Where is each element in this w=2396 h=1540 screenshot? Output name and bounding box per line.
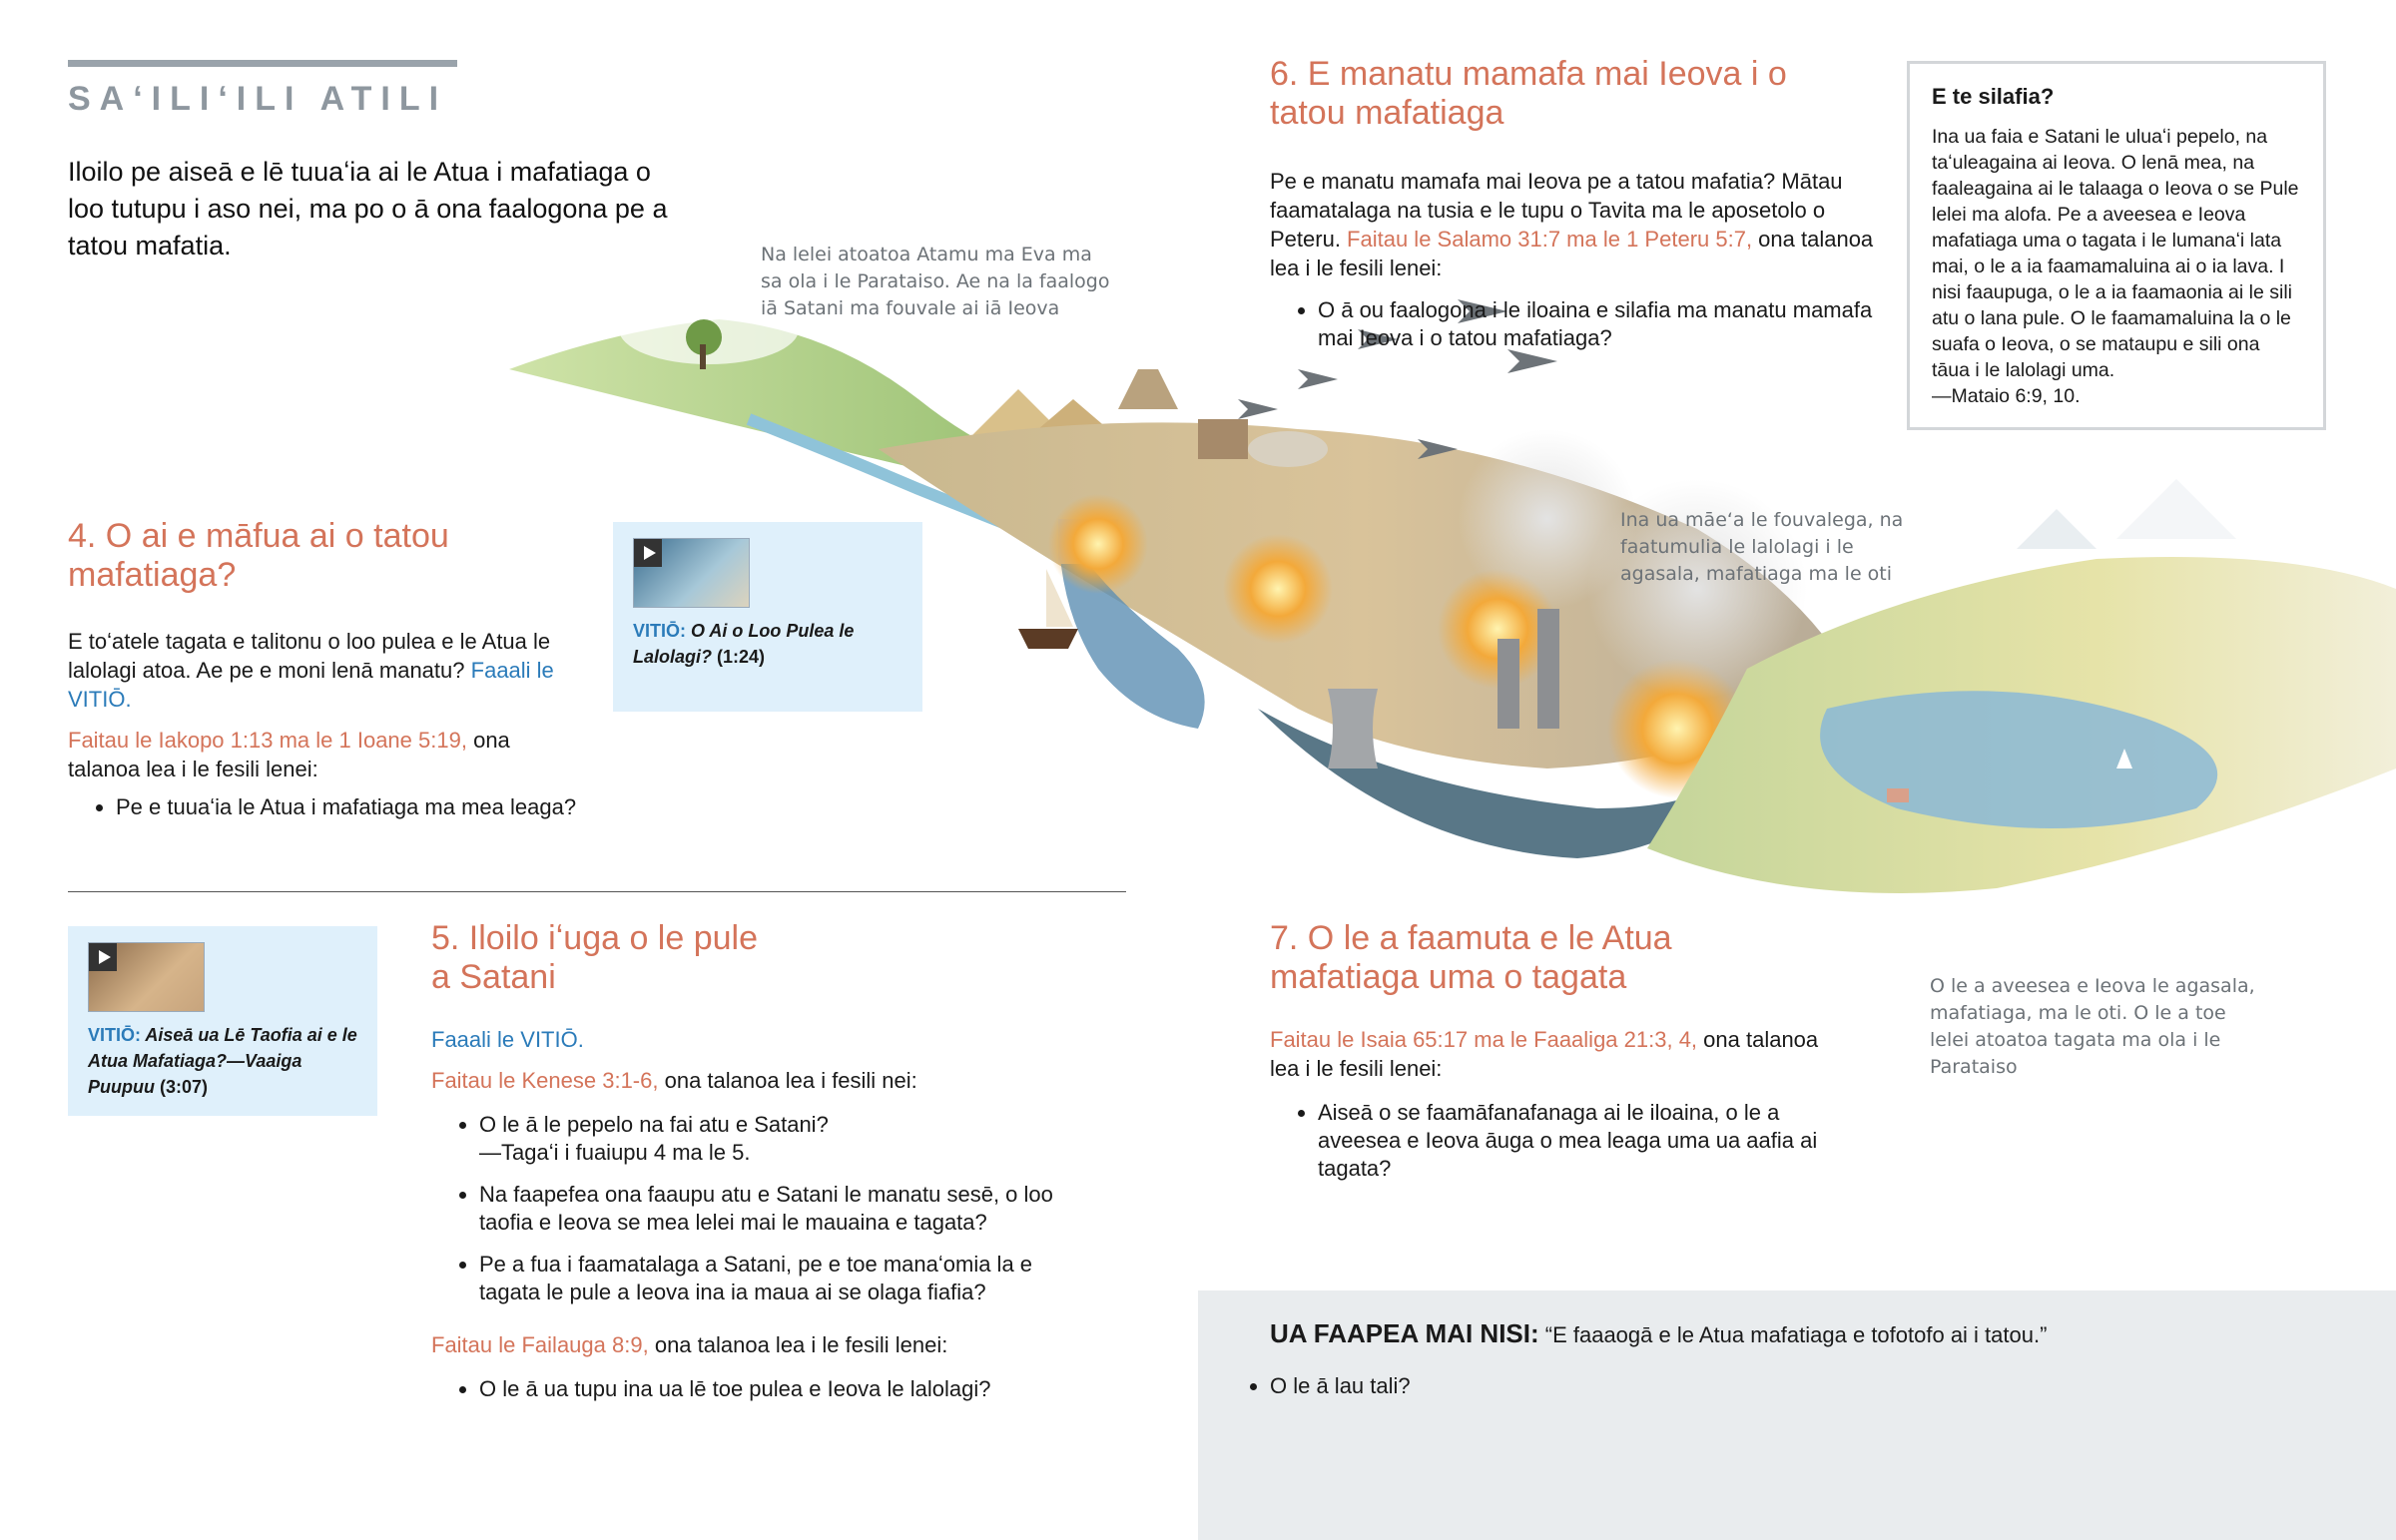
caption-rebellion: Ina ua māeʻa le fouvalega, na faatumulia le lalolagi i le agasala, mafatiaga ma le oti xyxy=(1620,509,1904,585)
section-6-reading-after: ona talanoa lea i le fesili lenei: xyxy=(1270,227,1874,280)
some-people-say-questions xyxy=(1222,1372,1411,1414)
section-5-video-caption xyxy=(88,1022,362,1100)
section-5-reading-after-2: ona talanoa lea i le fesili lenei: xyxy=(654,1332,948,1357)
question-item: • Na faapefea ona faaupu atu e Satani le manatu sesē, o loo taofia e Ieova se mea lelei mai le mauaina e tagata? xyxy=(479,1181,1070,1237)
question-item: • O le ā le pepelo na fai atu e Satani? —Tagaʻi i fuaiupu 4 ma le 5. xyxy=(479,1111,1070,1167)
section-4-video-box[interactable] xyxy=(613,522,922,712)
video-label: VITIŌ: xyxy=(633,621,686,641)
section-7 xyxy=(1270,919,1839,1197)
section-4-reading-ref[interactable]: Faitau le Iakopo 1:13 ma le 1 Ioane 5:19, xyxy=(68,728,467,753)
section-4 xyxy=(68,517,587,835)
section-5-reading-after-1: ona talanoa lea i fesili nei: xyxy=(664,1068,917,1093)
caption-future: O le a aveesea e Ieova le agasala, mafatiaga, ma le oti. O le a toe lelei atoatoa tagata ma ola i le Parataiso xyxy=(1930,975,2255,1078)
section-7-title: 7. O le a faamuta e le Atua mafatiaga uma o tagata xyxy=(1270,919,1672,996)
question-item: • Pe a fua i faamatalaga a Satani, pe e toe manaʻomia la e tagata le pule a Ieova ina ia maua ai se olaga fiafia? xyxy=(479,1251,1070,1306)
eyebrow-label: SAʻILIʻILI ATILI xyxy=(68,80,448,118)
section-6-reading-ref[interactable]: Faitau le Salamo 31:7 ma le 1 Peteru 5:7, xyxy=(1340,227,1753,252)
section-6-questions xyxy=(1270,296,1879,352)
eyebrow-rule xyxy=(68,60,457,67)
did-you-know-body: Ina ua faia e Satani le uluaʻi pepelo, na taʻuleagaina ai Ieova. O lenā mea, na faaleagaina ai le talaaga o Ieova o se Pule lelei ma alofa. Pe a aveesea e Ieova mafatiaga uma o tagata i le lumanaʻi lata mai, o le a ia faamamaluina ai o ia lava. I nisi faaupuga, o le a ia faamaonia ai le sili atu o lana pule. O le faamamaluina la o le suafa o Ieova, o se mataupu e sili ona tāua i le lalolagi uma. —Mataio 6:9, 10. xyxy=(1932,126,2299,407)
intro-text: Iloilo pe aiseā e lē tuuaʻia ai le Atua i mafatiaga o loo tutupu i aso nei, ma po o ā ona faalogona pe a tatou mafatia. xyxy=(68,157,668,260)
section-7-questions xyxy=(1270,1099,1839,1183)
section-4-reading-after: ona talanoa lea i le fesili lenei: xyxy=(68,728,510,781)
section-4-title: 4. O ai e māfua ai o tatou mafatiaga? xyxy=(68,517,449,594)
section-5-questions-1 xyxy=(431,1111,1070,1306)
video-title: Aiseā ua Lē Taofia ai e le Atua Mafatiaga?—Vaaiga Puupuu xyxy=(88,1025,357,1097)
video-duration: (3:07) xyxy=(160,1077,209,1097)
section-5-questions-2 xyxy=(431,1375,1070,1403)
section-4-video-caption xyxy=(633,618,902,670)
question-item: • O le ā lau tali? xyxy=(1270,1372,1411,1400)
some-people-say-quote: “E faaaogā e le Atua mafatiaga e tofotofo ai i tatou.” xyxy=(1538,1322,2048,1347)
section-5-title: 5. Iloilo iʻuga o le pule a Satani xyxy=(431,919,759,996)
section-4-questions xyxy=(68,793,587,821)
did-you-know-title: E te silafia? xyxy=(1932,84,2055,109)
section-5-play-video-link[interactable]: Faaali le VITIŌ. xyxy=(431,1027,584,1052)
caption-paradise: Na lelei atoatoa Atamu ma Eva ma sa ola i le Parataiso. Ae na la faalogo iā Satani ma fouvale ai iā Ieova xyxy=(761,244,1110,319)
section-6-title: 6. E manatu mamafa mai Ieova i o tatou mafatiaga xyxy=(1270,55,1787,132)
play-icon xyxy=(634,539,662,567)
section-5 xyxy=(431,919,1070,1417)
section-7-reading-after: ona talanoa lea i le fesili lenei: xyxy=(1270,1027,1819,1081)
question-item: • Aiseā o se faamāfanafanaga ai le iloaina, o le a aveesea e Ieova āuga o mea leaga uma ua aafia ai tagata? xyxy=(1318,1099,1839,1183)
question-item: • Pe e tuuaʻia le Atua i mafatiaga ma mea leaga? xyxy=(116,793,587,821)
section-7-reading-ref[interactable]: Faitau le Isaia 65:17 ma le Faaaliga 21:3, 4, xyxy=(1270,1027,1698,1052)
some-people-say-box xyxy=(1198,1290,2396,1540)
section-5-reading-ref-2[interactable]: Faitau le Failauga 8:9, xyxy=(431,1332,649,1357)
did-you-know-box xyxy=(1907,61,2326,430)
video-thumbnail[interactable] xyxy=(88,942,205,1012)
question-item: • O le ā ua tupu ina ua lē toe pulea e Ieova le lalolagi? xyxy=(479,1375,1070,1403)
video-label: VITIŌ: xyxy=(88,1025,141,1045)
section-5-reading-ref-1[interactable]: Faitau le Kenese 3:1-6, xyxy=(431,1068,659,1093)
question-item: • O ā ou faalogona i le iloaina e silafia ma manatu mamafa mai Ieova i o tatou mafatiaga? xyxy=(1318,296,1879,352)
some-people-say-label: UA FAAPEA MAI NISI: xyxy=(1270,1318,1539,1348)
video-title: O Ai o Loo Pulea le Lalolagi? xyxy=(633,621,855,667)
section-6 xyxy=(1270,55,1879,366)
video-duration: (1:24) xyxy=(717,647,766,667)
section-5-video-box[interactable] xyxy=(68,926,377,1116)
play-icon xyxy=(89,943,117,971)
section-4-play-video-link[interactable]: Faaali le VITIŌ. xyxy=(68,658,554,712)
section-6-body: Pe e manatu mamafa mai Ieova pe a tatou mafatia? Mātau faamatalaga na tusia e le tupu o Tavita ma le aposetolo o Peteru. xyxy=(1270,169,1843,252)
section-4-body: E toʻatele tagata e talitonu o loo pulea e le Atua le lalolagi atoa. Ae pe e moni lenā manatu? xyxy=(68,629,551,683)
section-divider xyxy=(68,891,1126,892)
video-thumbnail[interactable] xyxy=(633,538,750,608)
